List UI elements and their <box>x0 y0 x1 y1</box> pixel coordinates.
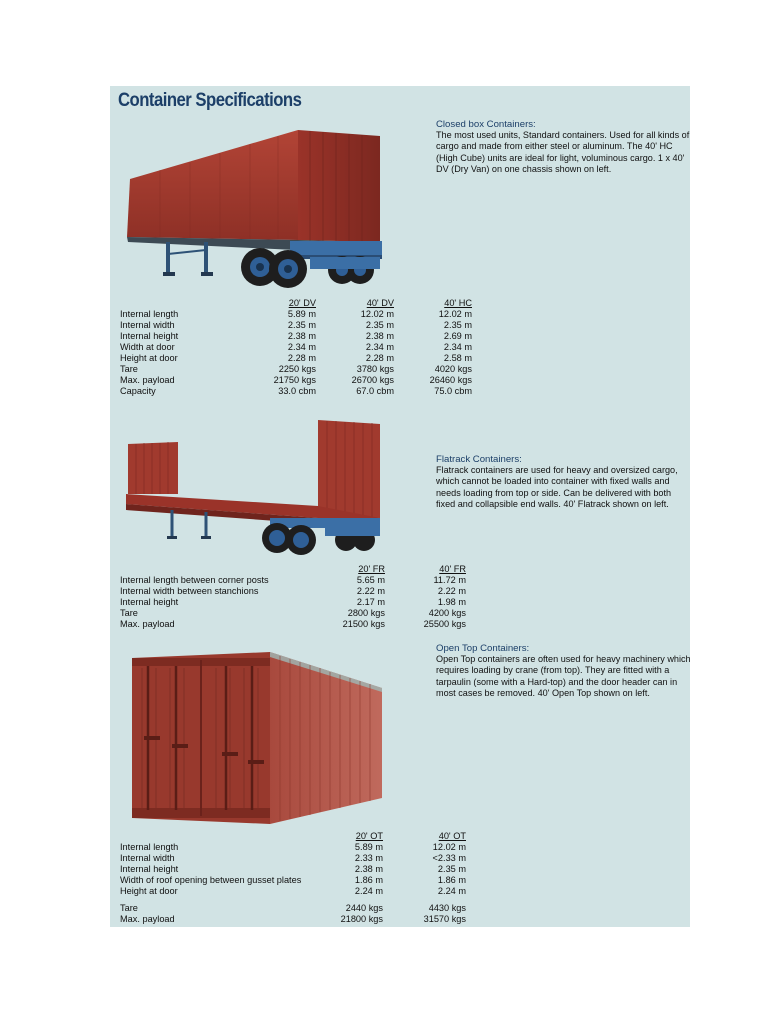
cell-value: 2.34 m <box>443 342 472 352</box>
cell-value: 12.02 m <box>360 309 394 319</box>
cell-value: 21500 kgs <box>342 619 385 629</box>
cell-value: 2.28 m <box>365 353 394 363</box>
cell-value: 2250 kgs <box>278 364 316 374</box>
cell-value: 4020 kgs <box>434 364 472 374</box>
closed-box-trailer-image <box>120 124 390 292</box>
cell-value: 2.38 m <box>365 331 394 341</box>
column-header: 40' HC <box>444 298 472 308</box>
cell-value: 26460 kgs <box>429 375 472 385</box>
row-label: Internal length <box>120 309 179 319</box>
cell-value: <2.33 m <box>432 853 466 863</box>
cell-value: 3780 kgs <box>356 364 394 374</box>
cell-value: 21750 kgs <box>273 375 316 385</box>
open-top-text: Open Top containers are often used for heavy machinery which requires loading by crane (from top). They are fitted with a tarpaulin (some with a Hard-top) and the door header can in most cases be removed. 40' Open Top shown on left. <box>436 654 691 698</box>
row-label: Internal width between stanchions <box>120 586 259 596</box>
row-label: Tare <box>120 364 138 374</box>
flatrack-description <box>436 454 692 510</box>
cell-value: 1.86 m <box>354 875 383 885</box>
cell-value: 2.24 m <box>354 886 383 896</box>
cell-value: 26700 kgs <box>351 375 394 385</box>
open-top-description <box>436 643 692 699</box>
cell-value: 25500 kgs <box>423 619 466 629</box>
closed-box-heading: Closed box Containers: <box>436 119 536 130</box>
row-label: Internal height <box>120 331 179 341</box>
cell-value: 11.72 m <box>433 575 466 585</box>
cell-value: 1.98 m <box>437 597 466 607</box>
cell-value: 2800 kgs <box>347 608 385 618</box>
flatrack-trailer-image <box>120 414 390 562</box>
cell-value: 2440 kgs <box>345 903 383 913</box>
cell-value: 2.24 m <box>437 886 466 896</box>
column-header: 20' OT <box>355 831 383 841</box>
row-label: Max. payload <box>120 914 175 924</box>
cell-value: 67.0 cbm <box>356 386 394 396</box>
cell-value: 31570 kgs <box>423 914 466 924</box>
row-label: Width at door <box>120 342 175 352</box>
row-label: Internal width <box>120 320 175 330</box>
page-title: Container Specifications <box>118 90 302 111</box>
open-top-heading: Open Top Containers: <box>436 643 530 654</box>
row-label: Internal length <box>120 842 179 852</box>
row-label: Internal height <box>120 597 179 607</box>
cell-value: 33.0 cbm <box>278 386 316 396</box>
row-label: Internal height <box>120 864 179 874</box>
column-header: 20' FR <box>358 564 385 574</box>
cell-value: 2.58 m <box>443 353 472 363</box>
cell-value: 2.22 m <box>356 586 385 596</box>
cell-value: 5.89 m <box>287 309 316 319</box>
cell-value: 2.35 m <box>287 320 316 330</box>
cell-value: 5.89 m <box>354 842 383 852</box>
cell-value: 4430 kgs <box>428 903 466 913</box>
cell-value: 2.35 m <box>365 320 394 330</box>
column-header: 40' DV <box>366 298 394 308</box>
row-label: Width of roof opening between gusset plates <box>120 875 302 885</box>
cell-value: 5.65 m <box>356 575 385 585</box>
cell-value: 2.34 m <box>287 342 316 352</box>
row-label: Max. payload <box>120 375 175 385</box>
flatrack-heading: Flatrack Containers: <box>436 454 522 465</box>
flatrack-spec-table <box>120 564 470 634</box>
row-label: Tare <box>120 903 138 913</box>
row-label: Internal length between corner posts <box>120 575 269 585</box>
row-label: Height at door <box>120 353 178 363</box>
open-top-spec-table <box>120 831 470 931</box>
row-label: Capacity <box>120 386 156 396</box>
column-header: 20' DV <box>288 298 316 308</box>
row-label: Max. payload <box>120 619 175 629</box>
cell-value: 2.38 m <box>287 331 316 341</box>
column-header: 40' FR <box>439 564 466 574</box>
cell-value: 12.02 m <box>438 309 472 319</box>
closed-box-description <box>436 119 692 175</box>
cell-value: 2.69 m <box>443 331 472 341</box>
cell-value: 2.35 m <box>437 864 466 874</box>
row-label: Height at door <box>120 886 178 896</box>
closed-box-spec-table <box>120 298 480 402</box>
cell-value: 2.17 m <box>356 597 385 607</box>
cell-value: 2.33 m <box>354 853 383 863</box>
cell-value: 2.38 m <box>354 864 383 874</box>
open-top-container-image <box>128 648 386 826</box>
cell-value: 75.0 cbm <box>434 386 472 396</box>
cell-value: 21800 kgs <box>340 914 383 924</box>
flatrack-text: Flatrack containers are used for heavy and oversized cargo, which cannot be loaded into container with fixed walls and needs loading from top or side. Can be delivered with both fixed and collapsible end walls. 40' Flatrack shown on left. <box>436 465 678 509</box>
row-label: Internal width <box>120 853 175 863</box>
row-label: Tare <box>120 608 138 618</box>
cell-value: 12.02 m <box>432 842 466 852</box>
cell-value: 2.34 m <box>365 342 394 352</box>
closed-box-text: The most used units, Standard containers. Used for all kinds of cargo and made from either steel or aluminum. The 40' HC (High Cube) units are ideal for light, voluminous cargo. 1 x 40' DV (Dry Van) on one chassis shown on left. <box>436 130 690 174</box>
cell-value: 2.28 m <box>287 353 316 363</box>
column-header: 40' OT <box>438 831 466 841</box>
cell-value: 4200 kgs <box>428 608 466 618</box>
cell-value: 2.22 m <box>437 586 466 596</box>
cell-value: 1.86 m <box>437 875 466 885</box>
cell-value: 2.35 m <box>443 320 472 330</box>
